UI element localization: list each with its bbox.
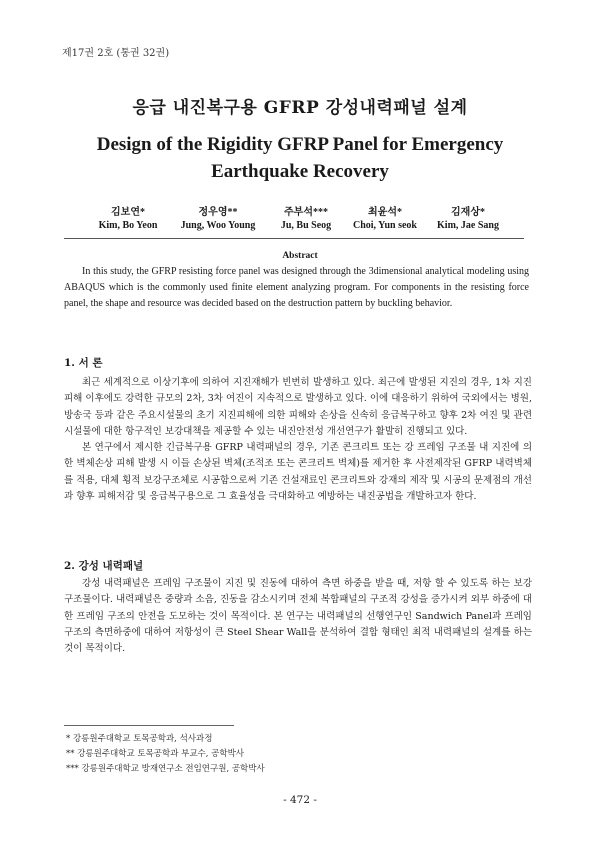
abstract-heading: Abstract: [282, 251, 318, 261]
author-name-english: Kim, Bo Yeon: [98, 220, 158, 231]
author-divider: [64, 238, 524, 239]
paragraph: 강성 내력패널은 프레임 구조물이 지진 및 진동에 대하여 측면 하중을 받을 때, 저항 할 수 있도록 하는 보강 구조물이다. 내력패널은 중량과 소음, 진동을 감소시키며 전체 복합패널의 구조적 강성을 증가시켜 외부 하중에 대한 프레임 구조의 안전을 도모하는 것이 목적이다. 본 연구는 내력패널의 선행연구인 Sandwich Panel과 프레임구조의 측면하중에 대하여 저항성이 큰 Steel Shear Wall을 분석하여 결합 형태인 최적 내력패널의 설계를 하는 것이 목적이다.: [64, 578, 532, 655]
author-name-english: Jung, Woo Young: [180, 220, 256, 231]
footnote-divider: [64, 725, 234, 726]
footnote: *** 강릉원주대학교 방재연구소 전임연구원, 공학박사: [66, 764, 265, 774]
section-heading-rigidity-panel: 2. 강성 내력패널: [64, 560, 144, 572]
author-name-korean: 정우영**: [198, 207, 238, 218]
author-name-english: Ju, Bu Seog: [280, 220, 332, 231]
paper-title-english: Design of the Rigidity GFRP Panel for Emergency Earthquake Recovery: [96, 134, 504, 182]
section-body-introduction: [64, 375, 532, 505]
paper-title-korean: 응급 내진복구용 GFRP 강성내력패널 설계: [132, 98, 468, 118]
author-1: [78, 203, 178, 231]
section-body-rigidity-panel: [64, 576, 532, 657]
author-5: [418, 203, 518, 231]
footnotes: [66, 732, 265, 777]
author-name-korean: 김재상*: [451, 207, 485, 218]
abstract-text: In this study, the GFRP resisting force panel was designed through the 3dimensional analytical modeling using ABAQUS which is the commonly used finite element analyzing program. For components in the resisting force panel, the shape and resource was decided based on the destruction pattern by buckling behavior.: [64, 266, 529, 309]
section-heading-introduction: 1. 서 론: [64, 357, 103, 369]
author-2: [168, 203, 268, 231]
author-name-korean: 최윤석*: [368, 207, 402, 218]
page-number: - 472 -: [283, 794, 317, 806]
author-name-english: Choi, Yun seok: [352, 220, 417, 231]
journal-issue-header: 제17권 2호 (통권 32권): [62, 48, 170, 59]
author-name-english: Kim, Jae Sang: [437, 220, 499, 231]
footnote: * 강릉원주대학교 토목공학과, 석사과정: [66, 734, 213, 744]
footnote: ** 강릉원주대학교 토목공학과 부교수, 공학박사: [66, 749, 245, 759]
author-name-korean: 주부석***: [284, 207, 328, 218]
author-name-korean: 김보연*: [111, 207, 145, 218]
paragraph: 본 연구에서 제시한 긴급복구용 GFRP 내력패널의 경우, 기존 콘크리트 또는 강 프레임 구조물 내 지진에 의한 벽체손상 피해 발생 시 이들 손상된 벽체(조적조 또는 콘크리트 벽체)를 제거한 후 사전제작된 GFRP 내력벽체를 적용, 대체 횡적 보강구조체로 시공함으로써 기존 건설재료인 콘크리트와 강재의 제작 및 시공의 문제점의 개선과 향후 피해저감 및 응급복구용으로 그 효율성을 극대화하고 예방하는 내진공법을 개발하고자 한다.: [64, 442, 532, 503]
paragraph: 최근 세계적으로 이상기후에 의하여 지진재해가 빈번히 발생하고 있다. 최근에 발생된 지진의 경우, 1차 지진피해 이후에도 강력한 규모의 2차, 3차 여진이 지속적으로 발생하고 있다. 이에 대응하기 위하여 국외에서는 병원, 방송국 등과 같은 주요시설물의 초기 지진피해에 의한 피해와 손상을 신속히 응급복구하고 향후 2차 여진 및 관련 시설물에 대한 항구적인 보강대책을 제공할 수 있는 내진안전성 개선연구가 활발히 진행되고 있다.: [64, 377, 532, 437]
